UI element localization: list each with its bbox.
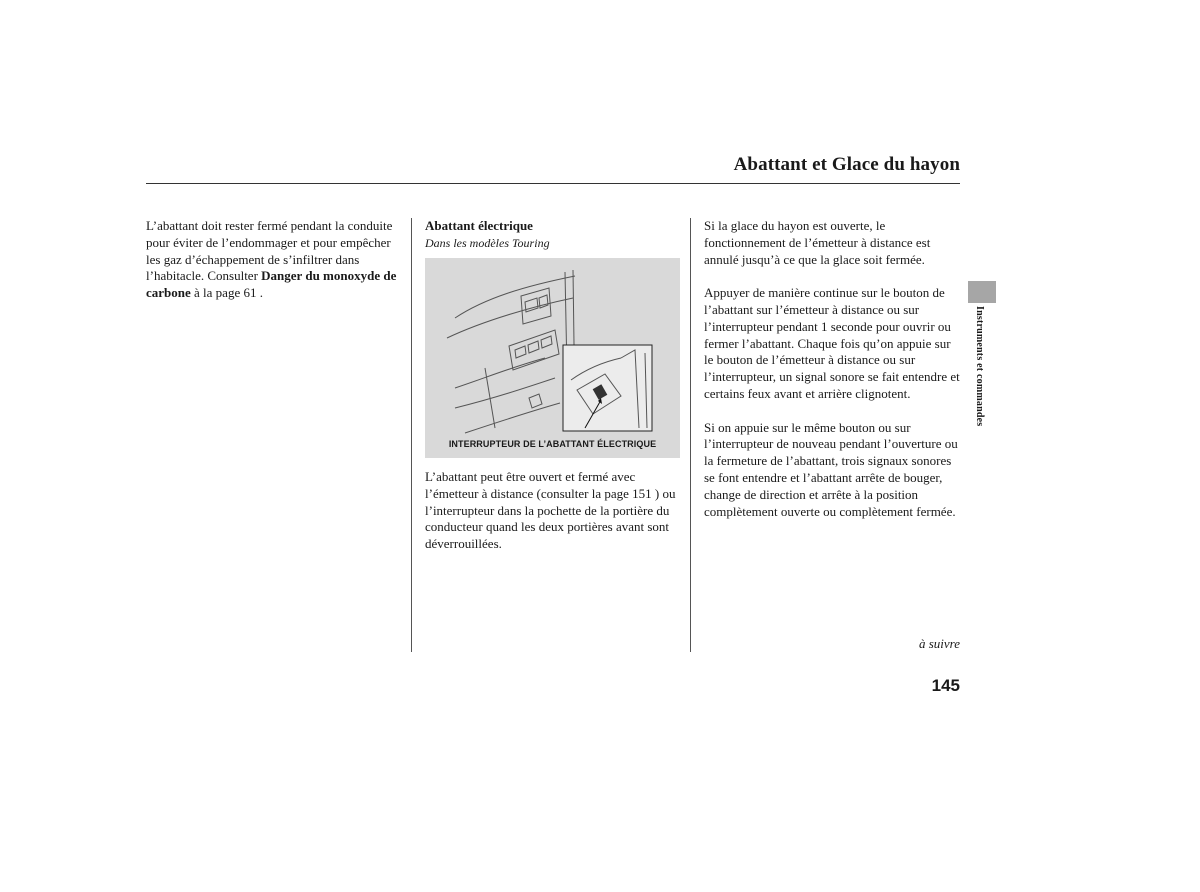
continued-note: à suivre xyxy=(918,636,960,651)
paragraph-gap xyxy=(704,268,960,285)
carbon-monoxide-reference: Danger du monoxyde de carbone xyxy=(146,268,397,301)
door-switch-illustration xyxy=(425,258,680,458)
figure-label: INTERRUPTEUR DE L’ABATTANT ÉLECTRIQUE xyxy=(448,439,657,449)
glass-open-paragraph: Si la glace du hayon est ouverte, le fonctionnement de l’émetteur à distance est annulé jusqu’à ce que la glace soit fermée. xyxy=(704,218,931,267)
title-rule xyxy=(146,183,960,184)
column-3 xyxy=(704,218,960,520)
section-tab-label: Instruments et commandes xyxy=(974,306,985,427)
page-reference: à la page 61 . xyxy=(190,285,263,301)
column-divider-1 xyxy=(411,218,412,652)
intro-text: L’abattant doit rester fermé pendant la conduite pour éviter de l’endommager et pour empêcher les gaz d’échappement de s’infiltrer dans l’habitacle. Consulter xyxy=(146,218,393,284)
paragraph-gap xyxy=(704,403,960,420)
tailgate-remote-paragraph xyxy=(425,469,687,553)
column-divider-2 xyxy=(690,218,691,652)
paragraph-text: L’abattant peut être ouvert et fermé avec l’émetteur à distance (consulter la page 151 ) ou l’interrupteur dans la pochette de la portière du conducteur quand les deux portières avant sont déverrouillées. xyxy=(425,469,676,552)
repeat-press-paragraph: Si on appuie sur le même bouton ou sur l’interrupteur de nouveau pendant l’ouverture ou la fermeture de l’abattant, trois signaux sonores se font entendre et l’abattant arrête de bouger, change de direction et arrête à la position complètement ouverte ou complètement fermée. xyxy=(704,419,958,519)
page-number: 145 xyxy=(931,676,960,695)
model-caption: Dans les modèles Touring xyxy=(425,235,550,250)
intro-paragraph xyxy=(146,218,402,302)
continuous-press-paragraph: Appuyer de manière continue sur le bouton de l’abattant sur l’émetteur à distance ou sur l’interrupteur pendant 1 seconde pour ouvrir ou fermer l’abattant. Chaque fois qu’on appuie sur le bouton de l’émetteur à distance ou sur l’interrupteur, un signal sonore se fait entendre et certains feux avant et arrière clignotent. xyxy=(704,285,960,401)
column-1 xyxy=(146,218,402,302)
section-tab xyxy=(968,281,996,303)
column-2-header xyxy=(425,218,685,252)
page-title: Abattant et Glace du hayon xyxy=(733,154,960,175)
door-panel-drawing xyxy=(425,258,680,458)
section-heading: Abattant électrique xyxy=(425,218,533,233)
